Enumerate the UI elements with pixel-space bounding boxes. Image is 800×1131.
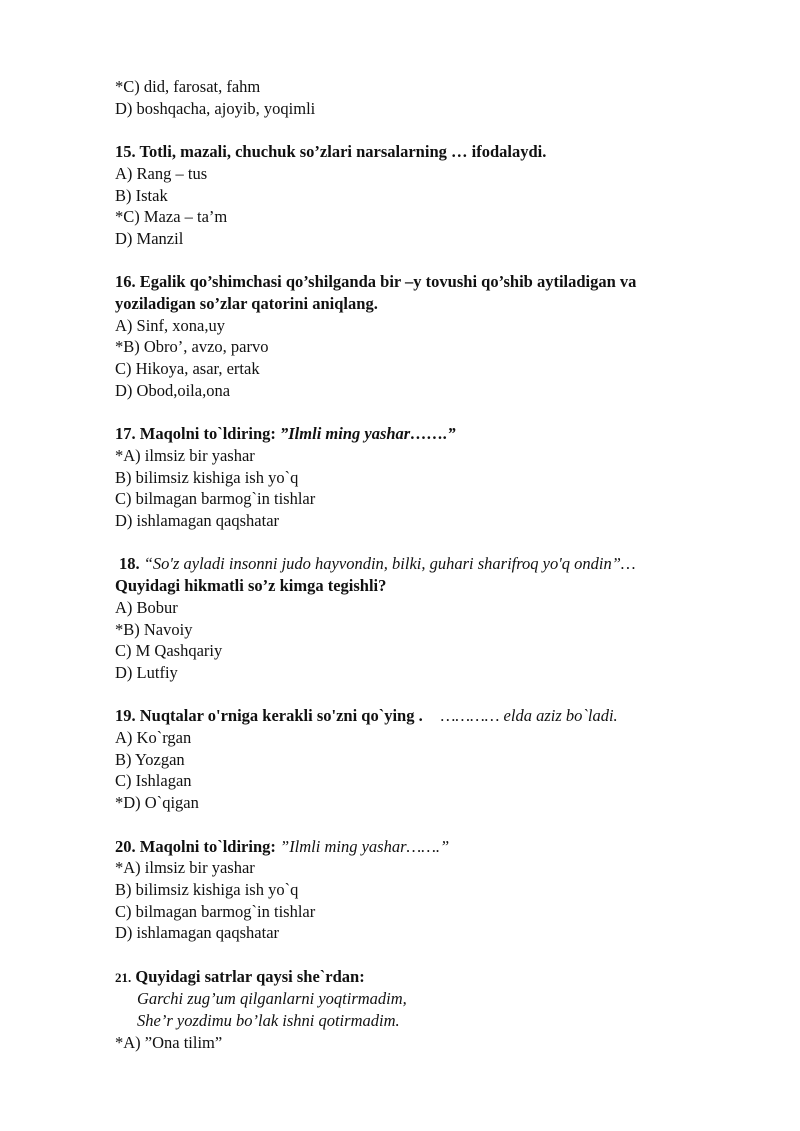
answer-option: C) Hikoya, asar, ertak — [115, 359, 260, 379]
answer-option: B) Yozgan — [115, 749, 185, 769]
question-16-line-1: 16. Egalik qo’shimchasi qo’shilganda bir –y tovushi qo’shib aytiladigan va — [115, 272, 637, 292]
answer-option: *A) ilmsiz bir yashar — [115, 445, 255, 465]
question-21-text: Quyidagi satrlar qaysi she`rdan: — [135, 966, 365, 986]
question-18: Quyidagi hikmatli so’z kimga tegishli? — [115, 576, 387, 596]
answer-option: A) Bobur — [115, 597, 178, 617]
question-20 — [115, 836, 755, 858]
verse-line: Garchi zug’um qilganlarni yoqtirmadim, — [137, 989, 407, 1009]
answer-option: C) bilmagan barmog`in tishlar — [115, 489, 316, 509]
answer-option: A) Sinf, xona,uy — [115, 315, 225, 335]
test-page — [115, 76, 755, 1054]
question-20-label: 20. Maqolni to`ldiring: — [115, 836, 281, 856]
question-17-label: 17. Maqolni to`ldiring: — [115, 424, 281, 444]
question-20-quote: ”Ilmli ming yashar…….” — [280, 836, 450, 856]
answer-option: C) Ishlagan — [115, 771, 192, 791]
answer-option: D) boshqacha, ajoyib, yoqimli — [115, 98, 316, 118]
answer-option: B) bilimsiz kishiga ish yo`q — [115, 879, 299, 899]
answer-option: C) M Qashqariy — [115, 641, 223, 661]
question-18-quote-line — [115, 553, 755, 575]
question-16-line-2: yoziladigan so’zlar qatorini aniqlang. — [115, 294, 378, 313]
answer-option: *B) Navoiy — [115, 619, 193, 639]
answer-option: *D) O`qigan — [115, 793, 199, 813]
question-17 — [115, 423, 755, 445]
question-19-tail: ………… elda aziz bo`ladi. — [440, 706, 618, 726]
question-19 — [115, 705, 755, 727]
question-18-number: 18. — [119, 554, 144, 574]
question-19-label: 19. Nuqtalar o'rniga kerakli so'zni qo`ying . — [115, 706, 423, 726]
answer-option: *C) did, farosat, fahm — [115, 77, 261, 96]
question-21-number: 21. — [115, 969, 132, 985]
answer-option: D) Obod,oila,ona — [115, 380, 231, 400]
answer-option: B) Istak — [115, 185, 168, 205]
answer-option: D) Lutfiy — [115, 662, 178, 682]
answer-option: B) bilimsiz kishiga ish yo`q — [115, 467, 299, 487]
answer-option: *B) Obro’, avzo, parvo — [115, 337, 269, 357]
answer-option: *A) ”Ona tilim” — [115, 1032, 223, 1052]
answer-option: D) ishlamagan qaqshatar — [115, 511, 280, 531]
question-18-quote: “So'z ayladi insonni judo hayvondin, bilki, guhari sharifroq yo'q ondin”… — [143, 554, 636, 574]
answer-option: C) bilmagan barmog`in tishlar — [115, 901, 316, 921]
answer-option: *C) Maza – ta’m — [115, 207, 228, 227]
answer-option: D) ishlamagan qaqshatar — [115, 923, 280, 943]
answer-option: D) Manzil — [115, 228, 184, 248]
answer-option: A) Ko`rgan — [115, 728, 192, 748]
verse-line: She’r yozdimu bo’lak ishni qotirmadim. — [137, 1011, 400, 1031]
question-17-quote: ”Ilmli ming yashar…….” — [280, 424, 456, 444]
answer-option: *A) ilmsiz bir yashar — [115, 858, 255, 878]
question-15: 15. Totli, mazali, chuchuk so’zlari narsalarning … ifodalaydi. — [115, 142, 547, 162]
answer-option: A) Rang – tus — [115, 163, 208, 183]
question-21 — [115, 966, 755, 989]
